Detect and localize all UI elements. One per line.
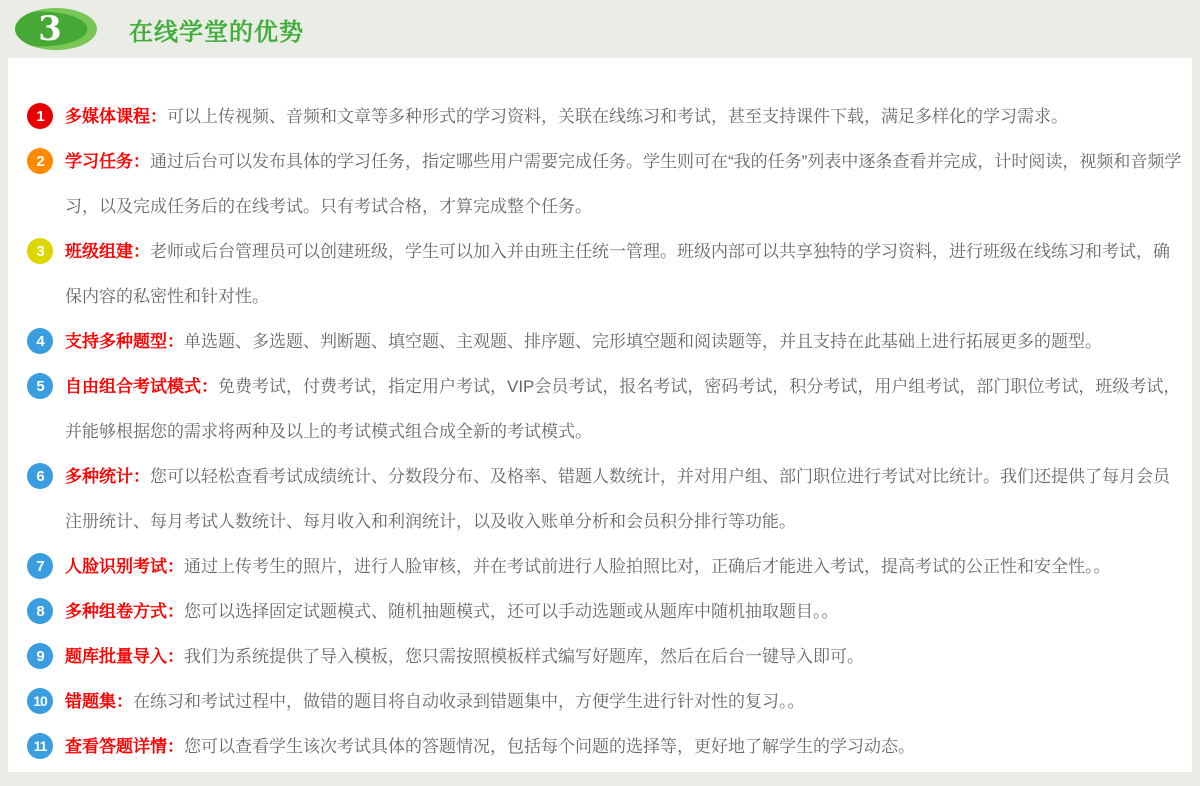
item-description: 您可以选择固定试题模式、随机抽题模式，还可以手动选题或从题库中随机抽取题目。。 [184, 602, 839, 621]
item-title: 支持多种题型： [65, 332, 184, 351]
item-description: 您可以轻松查看考试成绩统计、分数段分布、及格率、错题人数统计，并对用户组、部门职位进行考试对比统计。我们还提供了每月会员注册统计、每月考试人数统计、每月收入和利润统计，以及收入账单分析和会员积分排行等功能。 [65, 467, 1170, 531]
item-description: 免费考试，付费考试，指定用户考试，VIP会员考试，报名考试，密码考试，积分考试，用户组考试，部门职位考试，班级考试，并能够根据您的需求将两种及以上的考试模式组合成全新的考试模式。 [65, 377, 1181, 441]
item-description: 我们为系统提供了导入模板，您只需按照模板样式编写好题库，然后在后台一键导入即可。 [184, 647, 864, 666]
item-description: 可以上传视频、音频和文章等多种形式的学习资料，关联在线练习和考试，甚至支持课件下载，满足多样化的学习需求。 [167, 107, 1068, 126]
item-text [65, 454, 1182, 544]
section-number: 3 [38, 9, 62, 49]
item-title: 班级组建： [65, 242, 150, 261]
item-number-badge: 6 [27, 463, 53, 489]
item-text [65, 139, 1182, 229]
list-item [27, 589, 1182, 634]
list-item [27, 634, 1182, 679]
advantages-list [8, 58, 1192, 769]
item-description: 通过后台可以发布具体的学习任务，指定哪些用户需要完成任务。学生则可在“我的任务”列表中逐条查看并完成，计时阅读，视频和音频学习，以及完成任务后的在线考试。只有考试合格，才算完成整个任务。 [65, 152, 1182, 216]
item-description: 在练习和考试过程中，做错的题目将自动收录到错题集中，方便学生进行针对性的复习。。 [133, 692, 805, 711]
list-item [27, 454, 1182, 544]
item-description: 您可以查看学生该次考试具体的答题情况，包括每个问题的选择等，更好地了解学生的学习动态。 [184, 737, 915, 756]
list-item [27, 229, 1182, 319]
item-title: 查看答题详情： [65, 737, 184, 756]
item-title: 多媒体课程： [65, 107, 167, 126]
item-text [65, 94, 1182, 139]
item-description: 老师或后台管理员可以创建班级，学生可以加入并由班主任统一管理。班级内部可以共享独特的学习资料，进行班级在线练习和考试，确保内容的私密性和针对性。 [65, 242, 1170, 306]
item-text [65, 544, 1182, 589]
item-title: 人脸识别考试： [65, 557, 184, 576]
item-number-badge: 8 [27, 598, 53, 624]
item-number-badge: 11 [27, 733, 53, 759]
item-text [65, 589, 1182, 634]
item-title: 自由组合考试模式： [65, 377, 218, 396]
item-title: 题库批量导入： [65, 647, 184, 666]
list-item [27, 679, 1182, 724]
item-title: 多种统计： [65, 467, 150, 486]
item-number-badge: 1 [27, 103, 53, 129]
list-item [27, 319, 1182, 364]
item-number-badge: 10 [27, 688, 53, 714]
item-title: 学习任务： [65, 152, 150, 171]
item-number-badge: 9 [27, 643, 53, 669]
list-item [27, 364, 1182, 454]
item-description: 单选题、多选题、判断题、填空题、主观题、排序题、完形填空题和阅读题等，并且支持在此基础上进行拓展更多的题型。 [184, 332, 1102, 351]
item-description: 通过上传考生的照片，进行人脸审核，并在考试前进行人脸拍照比对，正确后才能进入考试，提高考试的公正性和安全性。。 [184, 557, 1111, 576]
item-number-badge: 2 [27, 148, 53, 174]
item-text [65, 679, 1182, 724]
list-item [27, 94, 1182, 139]
page-title: 在线学堂的优势 [129, 18, 304, 46]
list-item [27, 544, 1182, 589]
item-number-badge: 3 [27, 238, 53, 264]
item-number-badge: 7 [27, 553, 53, 579]
item-title: 错题集： [65, 692, 133, 711]
item-text [65, 319, 1182, 364]
section-number-badge [15, 8, 97, 50]
list-item [27, 139, 1182, 229]
section-header [0, 0, 1200, 58]
item-text [65, 724, 1182, 769]
item-text [65, 634, 1182, 679]
item-number-badge: 4 [27, 328, 53, 354]
list-item [27, 724, 1182, 769]
item-number-badge: 5 [27, 373, 53, 399]
content-panel [8, 58, 1192, 772]
item-text [65, 229, 1182, 319]
item-title: 多种组卷方式： [65, 602, 184, 621]
item-text [65, 364, 1182, 454]
